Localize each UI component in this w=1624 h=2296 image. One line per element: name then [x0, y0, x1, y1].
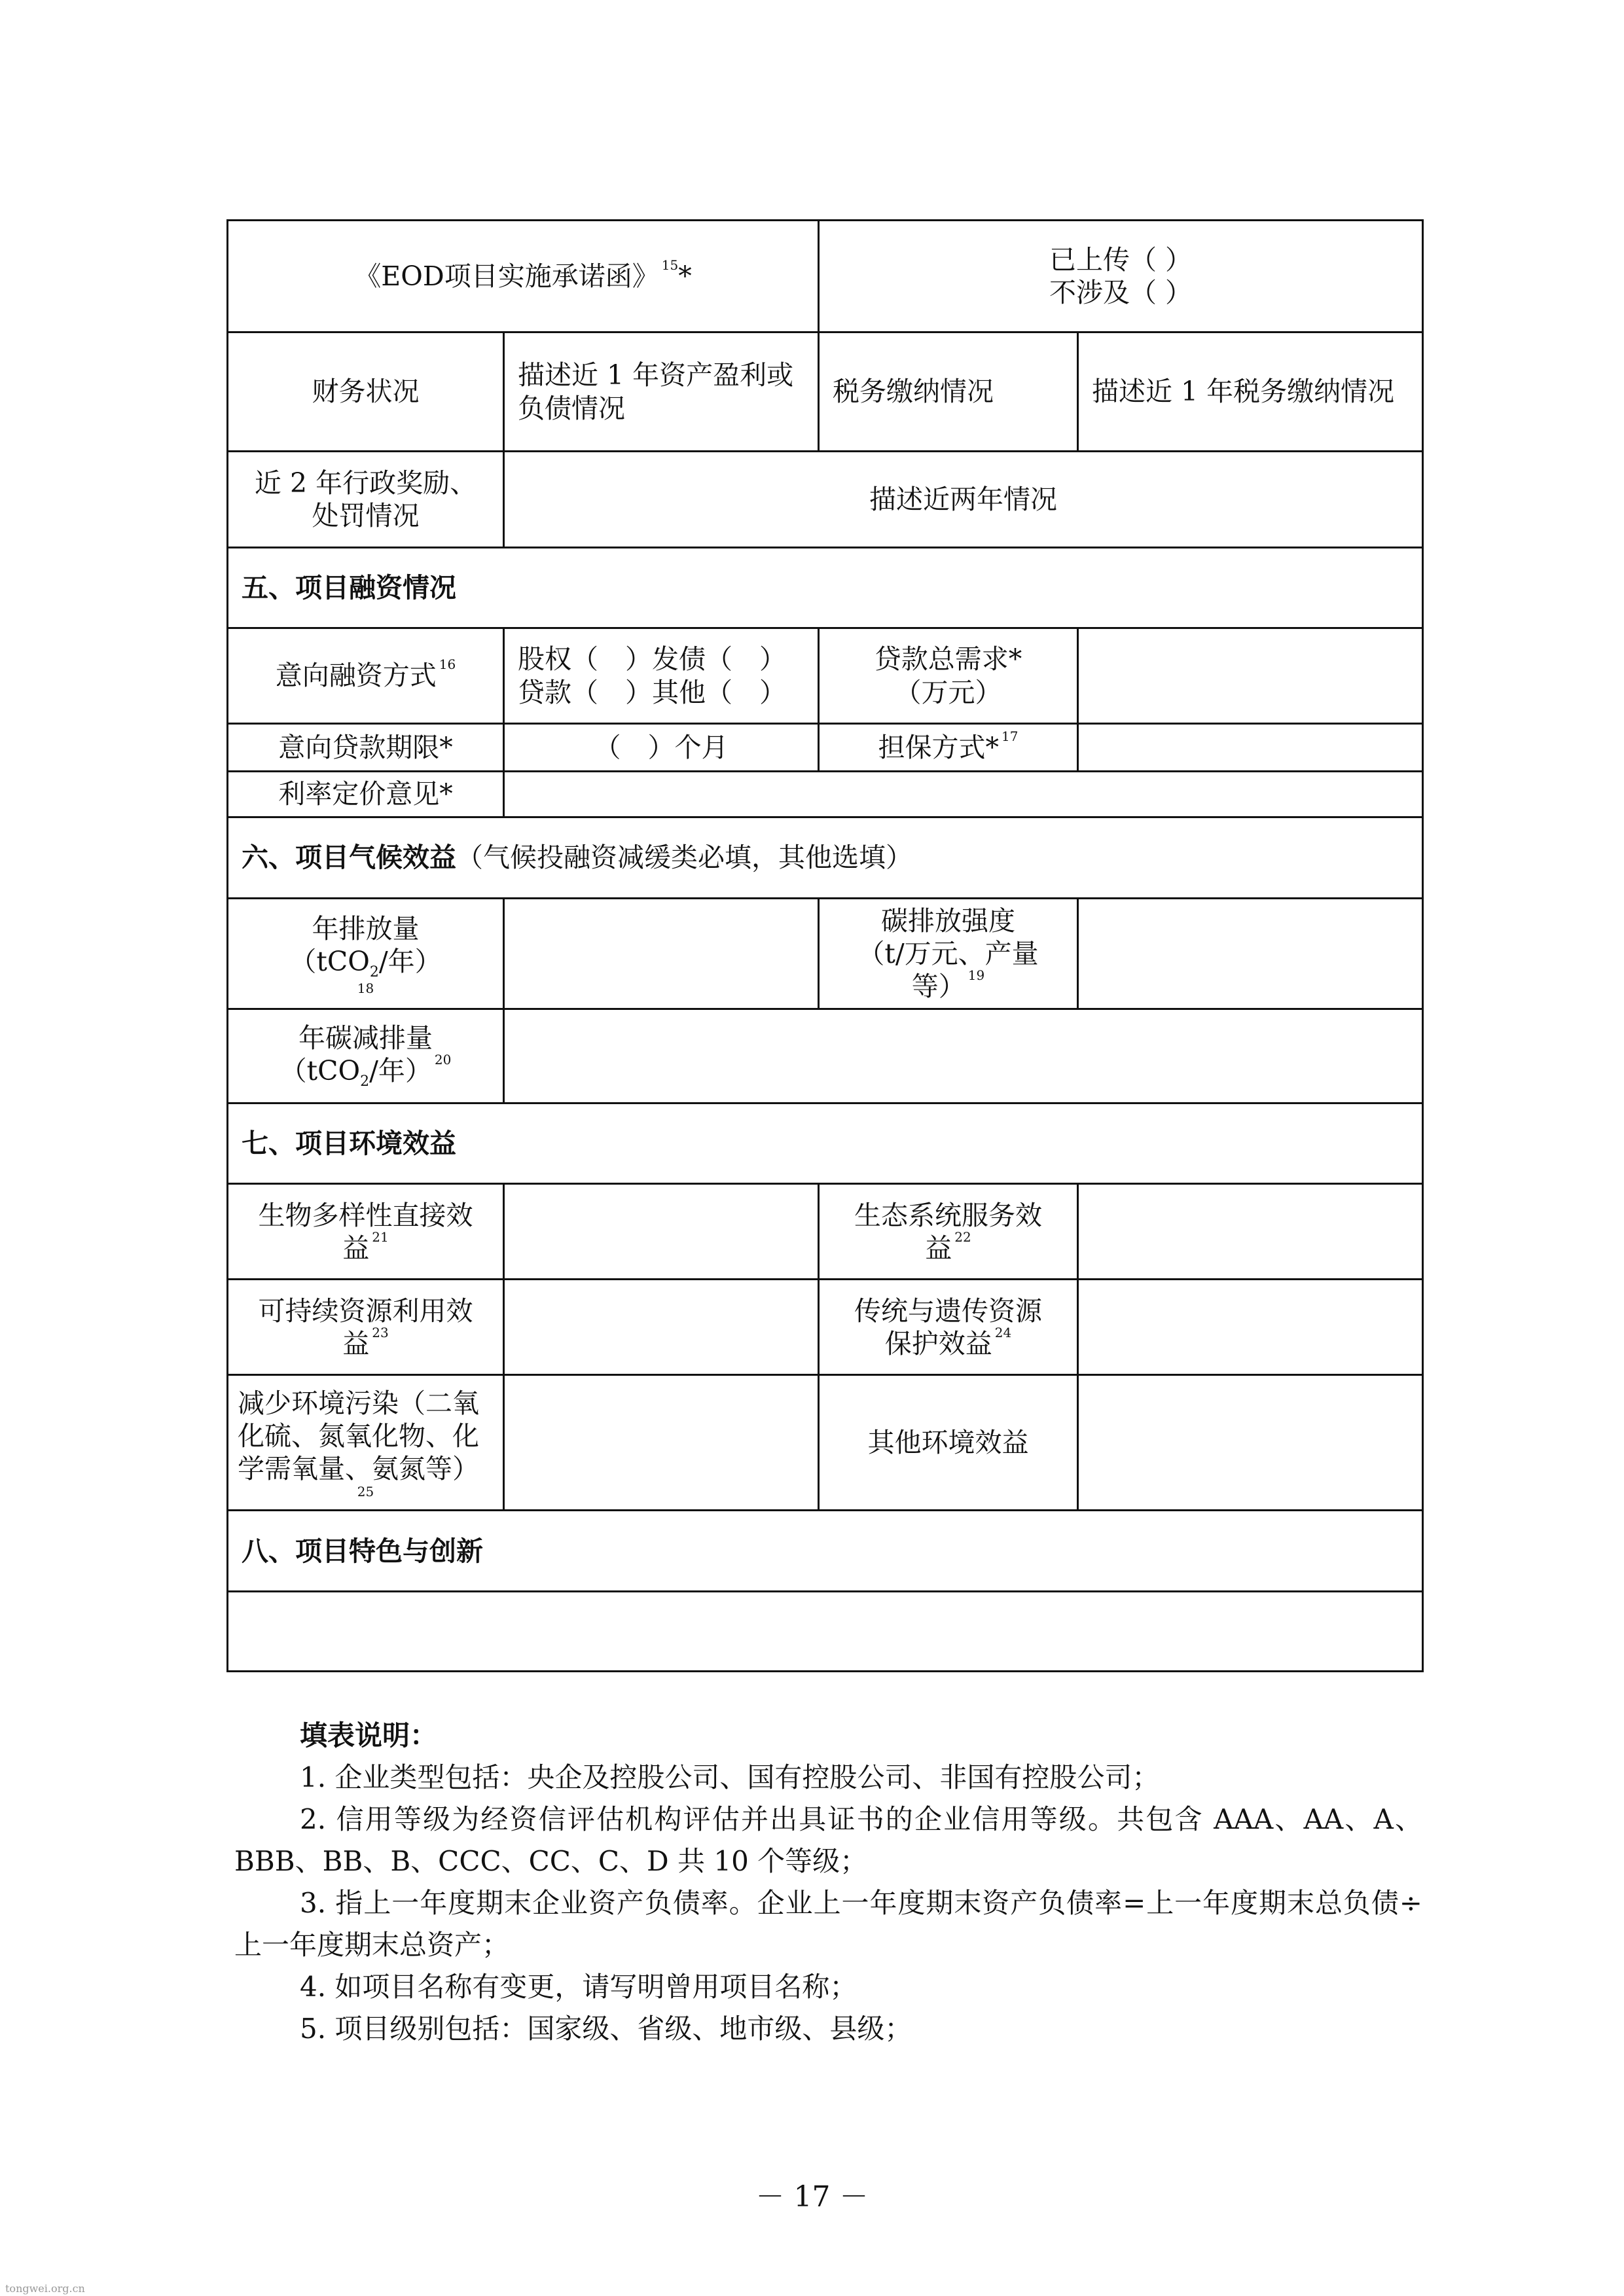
rate-opinion-field[interactable] — [504, 772, 1423, 817]
section-7-title: 七、项目环境效益 — [228, 1103, 1423, 1184]
instruction-item: 3. 指上一年度期末企业资产负债率。企业上一年度期末资产负债率=上一年度期末总负债÷上一年度期末总资产； — [234, 1887, 1422, 1961]
financing-method-label: 意向融资方式 $^{16}$ — [228, 628, 504, 724]
admin-reward-description[interactable]: 描述近两年情况 — [504, 452, 1423, 548]
loan-term-field[interactable]: （ ）个月 — [504, 724, 819, 772]
finance-description[interactable]: 描述近 1 年资产盈利或负债情况 — [504, 332, 819, 452]
carbon-reduction-field[interactable] — [504, 1009, 1423, 1103]
section-8-title: 八、项目特色与创新 — [228, 1511, 1423, 1592]
carbon-reduction-label: 年碳减排量 （tCO$_2$/年） $^{20}$ — [228, 1009, 504, 1103]
instruction-item: 2. 信用等级为经资信评估机构评估并出具证书的企业信用等级。共包含 AAA、AA、A、BBB、BB、B、CCC、CC、C、D 共 10 个等级； — [234, 1803, 1422, 1877]
instruction-item: 4. 如项目名称有变更，请写明曾用项目名称； — [300, 1971, 857, 2003]
finance-label: 财务状况 — [228, 332, 504, 452]
other-env-benefit-field[interactable] — [1078, 1375, 1423, 1511]
biodiversity-field[interactable] — [504, 1184, 819, 1280]
ecosystem-service-label: 生态系统服务效 益 $^{22}$ — [819, 1184, 1078, 1280]
project-info-form — [226, 219, 1424, 1672]
not-applicable-option[interactable]: 不涉及（ ） — [1049, 277, 1193, 308]
financing-method-options[interactable]: 股权（ ）发债（ ） 贷款（ ）其他（ ） — [504, 628, 819, 724]
features-innovation-field[interactable] — [228, 1592, 1423, 1672]
rate-opinion-label: 利率定价意见* — [228, 772, 504, 817]
carbon-intensity-field[interactable] — [1078, 899, 1423, 1009]
sustainable-resource-label: 可持续资源利用效 益 $^{23}$ — [228, 1280, 504, 1375]
loan-total-field[interactable] — [1078, 628, 1423, 724]
section-5-title: 五、项目融资情况 — [228, 548, 1423, 628]
annual-emission-field[interactable] — [504, 899, 819, 1009]
pollution-reduction-label: 减少环境污染（二氧化硫、氮氧化物、化学需氧量、氨氮等） 25 — [228, 1375, 504, 1511]
instruction-item: 5. 项目级别包括：国家级、省级、地市级、县级； — [300, 2013, 912, 2045]
page-number: － 17 － — [755, 2180, 869, 2214]
fill-instructions — [234, 1715, 1422, 2050]
uploaded-option[interactable]: 已上传（ ） — [1049, 243, 1193, 276]
ecosystem-service-field[interactable] — [1078, 1184, 1423, 1280]
pollution-reduction-field[interactable] — [504, 1375, 819, 1511]
eod-upload-status — [819, 221, 1423, 332]
guarantee-field[interactable] — [1078, 724, 1423, 772]
section-6-title: 六、项目气候效益（气候投融资减缓类必填，其他选填） — [228, 817, 1423, 899]
carbon-intensity-label: 碳排放强度 （t/万元、产量 等） $^{19}$ — [819, 899, 1078, 1009]
guarantee-label: 担保方式* $^{17}$ — [819, 724, 1078, 772]
watermark: tongwei.org.cn — [5, 2282, 85, 2295]
tax-description[interactable]: 描述近 1 年税务缴纳情况 — [1078, 332, 1423, 452]
sustainable-resource-field[interactable] — [504, 1280, 819, 1375]
loan-total-label: 贷款总需求* （万元） — [819, 628, 1078, 724]
traditional-resource-label: 传统与遗传资源 保护效益 $^{24}$ — [819, 1280, 1078, 1375]
other-env-benefit-label: 其他环境效益 — [819, 1375, 1078, 1511]
instruction-item: 1. 企业类型包括：央企及控股公司、国有控股公司、非国有控股公司； — [300, 1761, 1160, 1793]
biodiversity-label: 生物多样性直接效 益 $^{21}$ — [228, 1184, 504, 1280]
instructions-title: 填表说明： — [300, 1719, 438, 1751]
annual-emission-label: 年排放量（tCO$_2$/年） 18 — [228, 899, 504, 1009]
admin-reward-label: 近 2 年行政奖励、处罚情况 — [228, 452, 504, 548]
eod-commitment-label: 《EOD项目实施承诺函》 $^{15}$* — [228, 221, 819, 332]
traditional-resource-field[interactable] — [1078, 1280, 1423, 1375]
tax-label: 税务缴纳情况 — [819, 332, 1078, 452]
loan-term-label: 意向贷款期限* — [228, 724, 504, 772]
